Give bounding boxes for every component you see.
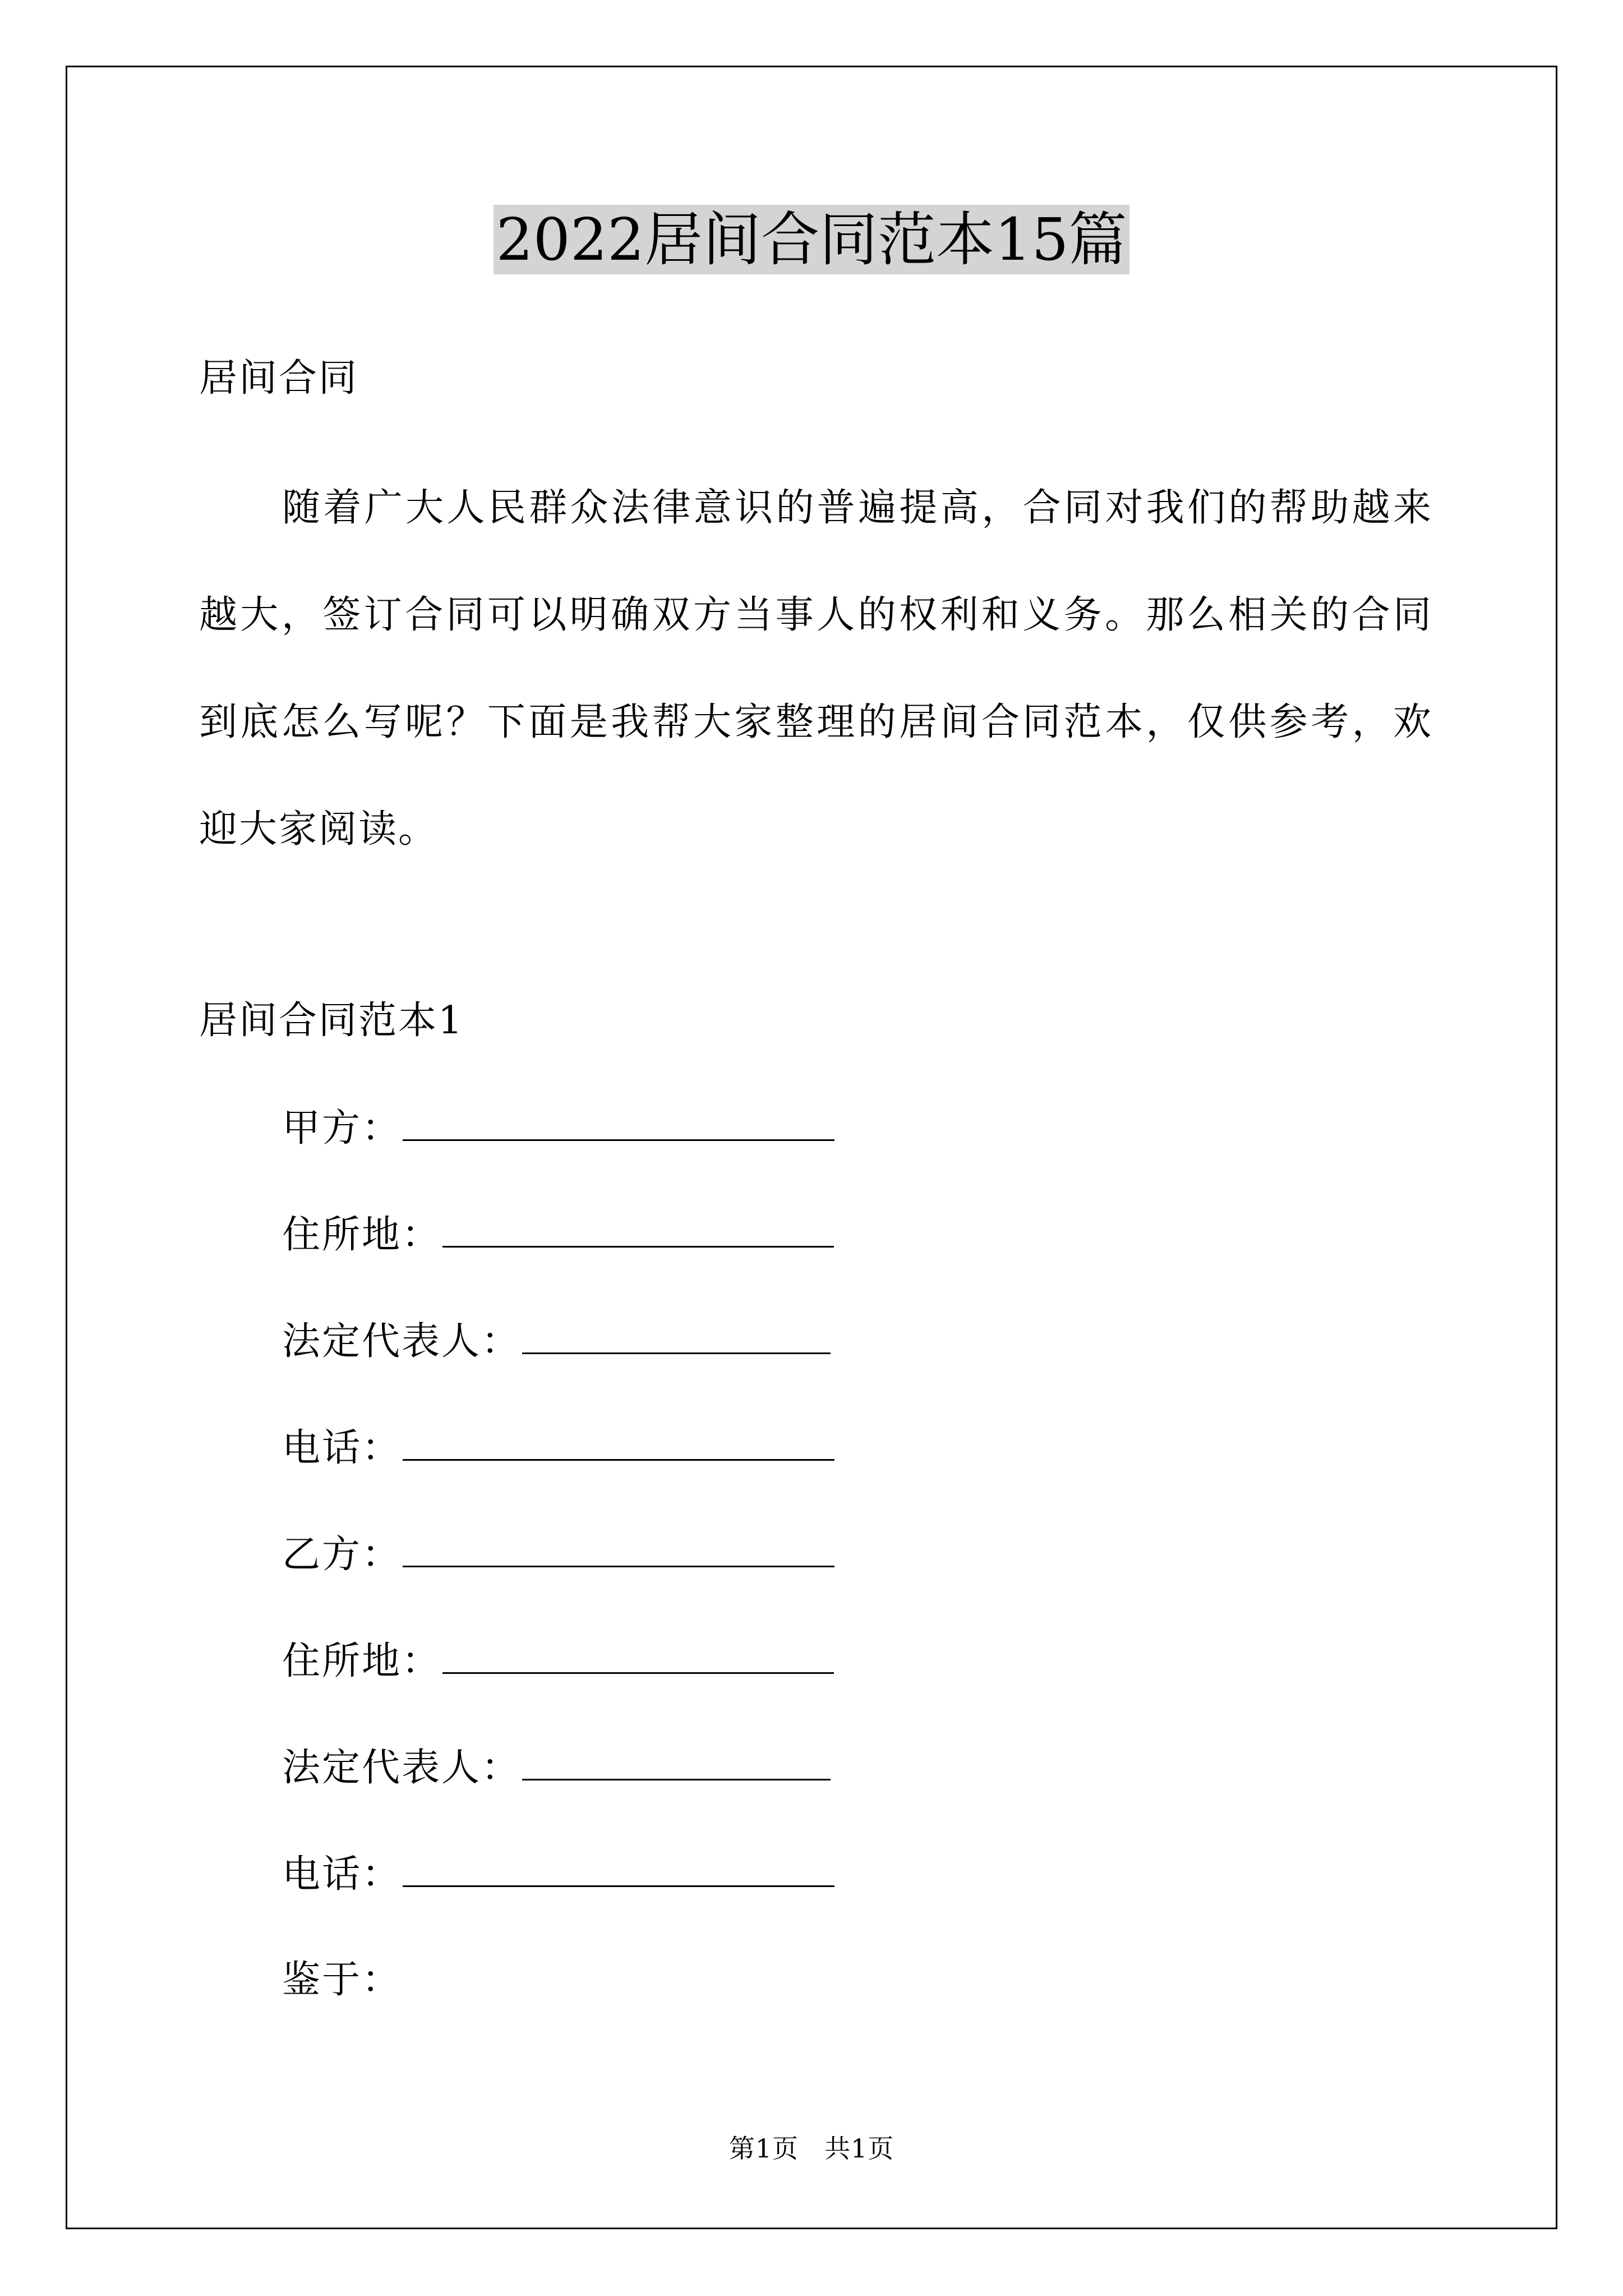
- field-label: 住所地：: [282, 1213, 442, 1257]
- intro-paragraph: 随着广大人民群众法律意识的普遍提高，合同对我们的帮助越来越大，签订合同可以明确双方当事人的权利和义务。那么相关的合同到底怎么写呢？下面是我帮大家整理的居间合同范本，仅供参考，欢迎大家阅读。: [199, 486, 1433, 852]
- page-total: 共1页: [824, 2133, 895, 2164]
- party-b-field: [282, 1529, 834, 1580]
- party-a-field: [282, 1102, 834, 1154]
- whereas-clause: [282, 1955, 402, 2005]
- document-heading: 居间合同: [199, 356, 359, 401]
- field-label: 法定代表人：: [282, 1746, 522, 1790]
- blank-line: [522, 1742, 831, 1780]
- field-label: 电话：: [282, 1852, 402, 1897]
- field-label: 甲方：: [282, 1106, 402, 1151]
- field-label: 电话：: [282, 1426, 402, 1470]
- page-footer: [0, 2132, 1623, 2165]
- blank-line: [403, 1529, 834, 1567]
- field-label: 住所地：: [282, 1639, 442, 1683]
- title-container: [0, 205, 1623, 274]
- document-title: 2022居间合同范本15篇: [494, 205, 1129, 274]
- field-label: 乙方：: [282, 1533, 402, 1577]
- blank-line: [403, 1848, 834, 1887]
- party-a-address-field: [282, 1209, 834, 1260]
- field-label: 鉴于：: [282, 1958, 402, 2002]
- party-b-representative-field: [282, 1742, 831, 1793]
- blank-line: [522, 1315, 831, 1354]
- section-heading: 居间合同范本1: [199, 999, 464, 1043]
- page-number: 第1页: [728, 2133, 799, 2164]
- field-label: 法定代表人：: [282, 1319, 522, 1364]
- blank-line: [403, 1102, 834, 1141]
- party-b-phone-field: [282, 1848, 834, 1900]
- party-b-address-field: [282, 1635, 834, 1687]
- party-a-phone-field: [282, 1422, 834, 1474]
- blank-line: [403, 1422, 834, 1461]
- blank-line: [442, 1209, 834, 1248]
- party-a-representative-field: [282, 1315, 831, 1367]
- blank-line: [442, 1635, 834, 1674]
